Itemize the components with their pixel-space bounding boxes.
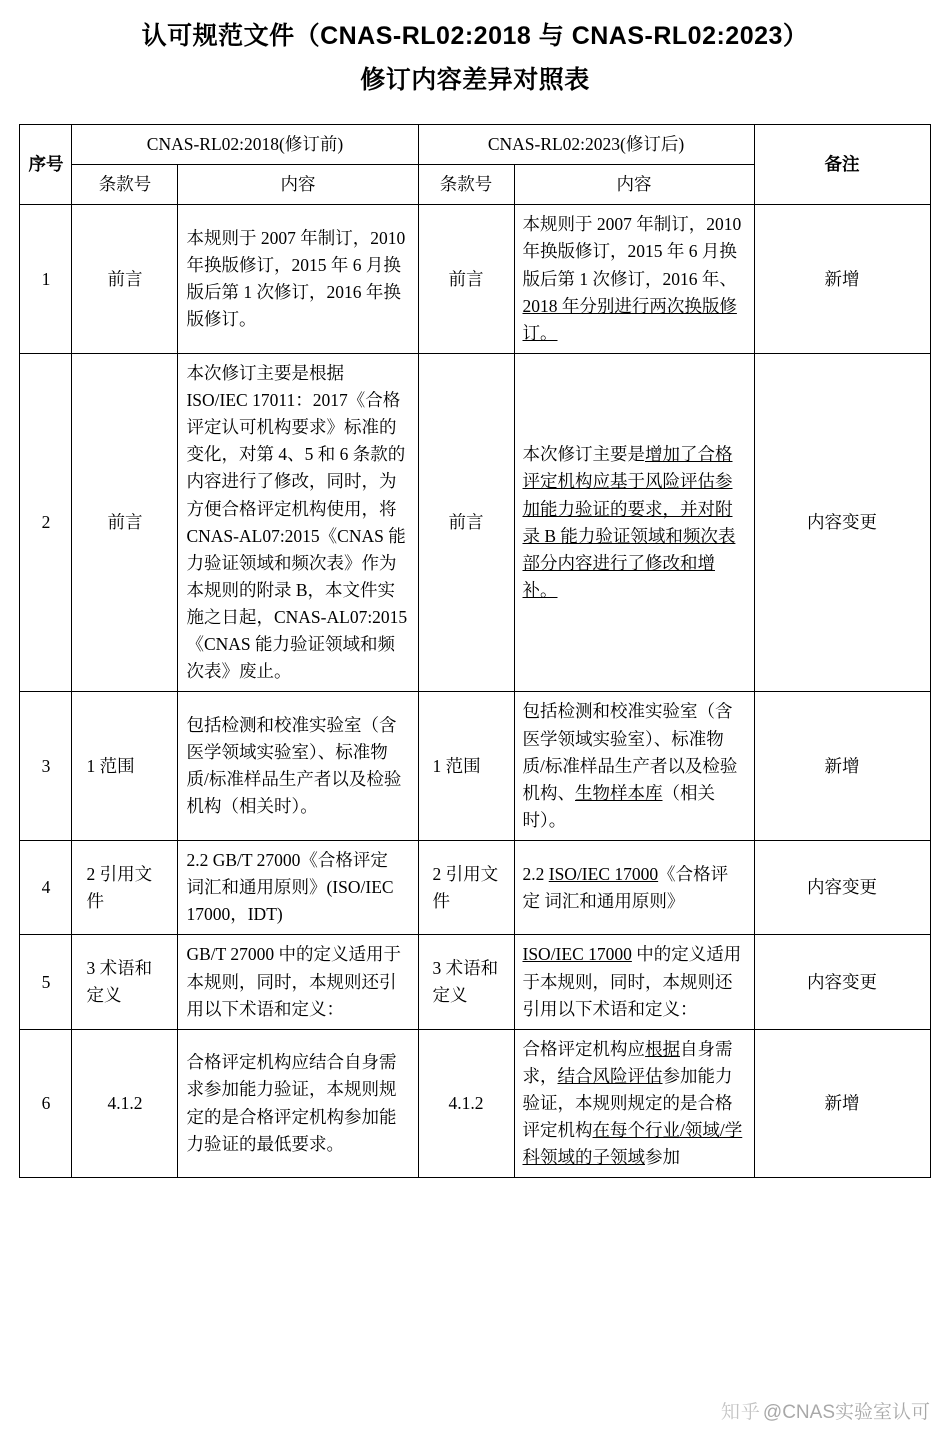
row-old-clause: 1 范围 <box>72 692 178 841</box>
page-title <box>18 14 932 102</box>
row-seq: 3 <box>20 692 72 841</box>
new-content-plain: 参加 <box>645 1147 680 1168</box>
row-old-clause: 前言 <box>72 353 178 692</box>
header-old-clause: 条款号 <box>72 165 178 205</box>
row-remark: 内容变更 <box>754 353 930 692</box>
watermark-text: @CNAS实验室认可 <box>762 1402 930 1423</box>
row-new-content <box>514 205 754 354</box>
new-content-plain: 参加能力验证，本规则规定的是合格评定机构 <box>522 1065 733 1141</box>
new-content-plain: 本次修订主要是 <box>522 444 645 465</box>
table-row <box>20 205 930 354</box>
table-row <box>20 1029 930 1178</box>
new-content-revised: 在每个行业/领域/学科领域的子领域 <box>522 1120 743 1168</box>
row-old-clause: 2 引用文件 <box>72 841 178 935</box>
header-seq: 序号 <box>20 125 72 205</box>
new-content-revised: 根据 <box>645 1038 680 1059</box>
table-row <box>20 692 930 841</box>
new-content-plain-tail: 中的定义适用于本规则，同时，本规则还引用以下术语和定义： <box>522 944 742 1019</box>
new-content-plain-tail: 《合格评定 词汇和通用原则》 <box>522 863 729 911</box>
row-seq: 5 <box>20 935 72 1029</box>
table-row <box>20 841 930 935</box>
table-row <box>20 353 930 692</box>
new-content-revised: 2018 年分别进行两次换版修订。 <box>522 295 737 343</box>
row-new-clause: 1 范围 <box>418 692 514 841</box>
row-remark: 内容变更 <box>754 841 930 935</box>
new-content-revised: 生物样本库 <box>575 782 663 803</box>
new-content-plain: 自身需求， <box>522 1038 733 1086</box>
row-new-clause: 4.1.2 <box>418 1029 514 1178</box>
row-seq: 6 <box>20 1029 72 1178</box>
row-new-clause: 前言 <box>418 205 514 354</box>
new-content-plain: 2.2 <box>522 863 549 884</box>
table-header <box>20 125 930 205</box>
row-new-content <box>514 353 754 692</box>
watermark <box>721 1397 930 1424</box>
header-old-version-group: CNAS-RL02:2018(修订前) <box>72 125 418 165</box>
row-old-content: 包括检测和校准实验室（含医学领域实验室）、标准物质/标准样品生产者以及检验机构（相关时）。 <box>178 692 418 841</box>
new-content-revised: ISO/IEC 17000 <box>548 863 659 884</box>
table-header-row-groups <box>20 125 930 165</box>
new-content-plain: 合格评定机构应 <box>522 1038 645 1059</box>
row-old-content: 本规则于 2007 年制订，2010 年换版修订，2015 年 6 月换版后第 1 次修订，2016 年换版修订。 <box>178 205 418 354</box>
row-remark: 新增 <box>754 1029 930 1178</box>
row-new-clause: 3 术语和定义 <box>418 935 514 1029</box>
header-old-content: 内容 <box>178 165 418 205</box>
table-body <box>20 205 930 1178</box>
row-new-clause: 前言 <box>418 353 514 692</box>
row-remark: 新增 <box>754 205 930 354</box>
revision-comparison-table <box>19 124 930 1178</box>
row-new-content <box>514 841 754 935</box>
row-old-clause: 3 术语和定义 <box>72 935 178 1029</box>
header-new-version-group: CNAS-RL02:2023(修订后) <box>418 125 754 165</box>
row-seq: 2 <box>20 353 72 692</box>
row-old-clause: 4.1.2 <box>72 1029 178 1178</box>
row-old-content: 本次修订主要是根据 ISO/IEC 17011：2017《合格评定认可机构要求》标准的变化，对第 4、5 和 6 条款的内容进行了修改，同时，为方便合格评定机构使用，将 CNAS-AL07:2015《CNAS 能力验证领域和频次表》作为本规则的附录 B，本文件实施之日起，CNAS-AL07:2015《CNAS 能力验证领域和频次表》废止。 <box>178 353 418 692</box>
new-content-revised: 结合风险评估 <box>557 1065 663 1086</box>
row-new-content <box>514 935 754 1029</box>
page-title-line-1: 认可规范文件（CNAS-RL02:2018 与 CNAS-RL02:2023） <box>141 22 809 50</box>
header-remark: 备注 <box>754 125 930 205</box>
row-new-clause: 2 引用文件 <box>418 841 514 935</box>
row-remark: 新增 <box>754 692 930 841</box>
page-title-line-2: 修订内容差异对照表 <box>360 66 590 94</box>
row-old-content: 合格评定机构应结合自身需求参加能力验证，本规则规定的是合格评定机构参加能力验证的最低要求。 <box>178 1029 418 1178</box>
row-old-content: 2.2 GB/T 27000《合格评定 词汇和通用原则》(ISO/IEC 17000，IDT) <box>178 841 418 935</box>
row-seq: 1 <box>20 205 72 354</box>
row-old-content: GB/T 27000 中的定义适用于本规则，同时，本规则还引用以下术语和定义： <box>178 935 418 1029</box>
new-content-plain: 包括检测和校准实验室（含医学领域实验室）、标准物质/标准样品生产者以及检验机构、 <box>522 701 738 803</box>
header-new-content: 内容 <box>514 165 754 205</box>
new-content-plain-tail: （相关时）。 <box>522 782 715 830</box>
new-content-revised: ISO/IEC 17000 <box>522 944 632 965</box>
watermark-logo: 知乎 <box>720 1402 761 1423</box>
row-new-content <box>514 692 754 841</box>
row-old-clause: 前言 <box>72 205 178 354</box>
row-seq: 4 <box>20 841 72 935</box>
table-row <box>20 935 930 1029</box>
new-content-plain: 本规则于 2007 年制订，2010 年换版修订，2015 年 6 月换版后第 1 次修订，2016 年、 <box>522 214 742 289</box>
row-new-content <box>514 1029 754 1178</box>
new-content-revised: 增加了合格评定机构应基于风险评估参加能力验证的要求，并对附录 B 能力验证领域和频次表部分内容进行了修改和增补。 <box>522 444 736 600</box>
row-remark: 内容变更 <box>754 935 930 1029</box>
header-new-clause: 条款号 <box>418 165 514 205</box>
